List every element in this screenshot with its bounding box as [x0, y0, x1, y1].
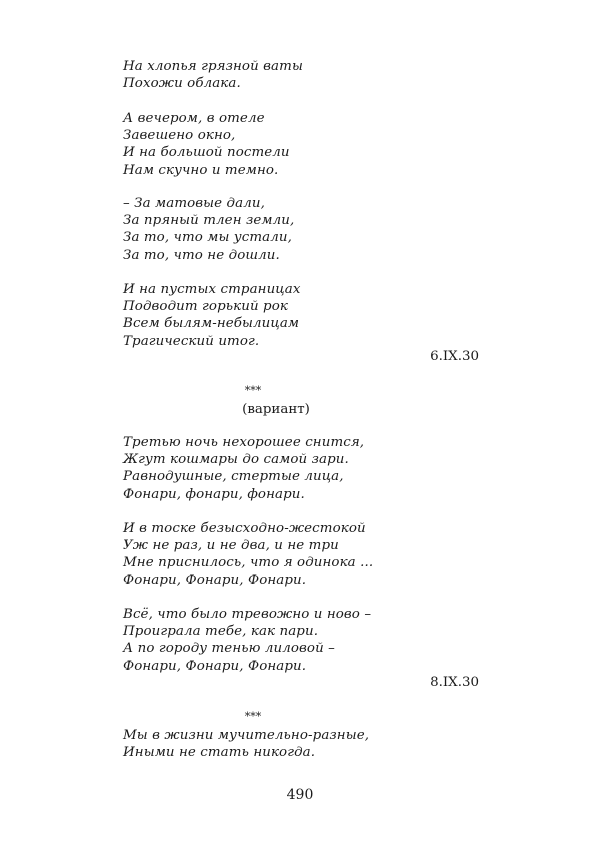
verse-line: – За матовые дали, [123, 196, 265, 211]
poem1-stanza-3 [123, 195, 483, 264]
verse-line: Всё, что было тревожно и ново – [123, 607, 372, 622]
verse-line: И на пустых страницах [123, 282, 301, 297]
verse-line: Мы в жизни мучительно-разные, [123, 728, 370, 743]
verse-line: Уж не раз, и не два, и не три [123, 538, 339, 554]
verse-line: А вечером, в отеле [123, 111, 265, 126]
verse-line: За то, что не дошли. [123, 247, 280, 263]
verse-line: А по городу тенью лиловой – [123, 641, 335, 657]
poem2-stanza-3 [123, 606, 483, 675]
verse-line: Проиграла тебе, как пари. [123, 624, 319, 640]
poem2-subtitle: (вариант) [242, 402, 310, 417]
verse-line: Похожи облака. [123, 76, 241, 92]
verse-line: И на большой постели [123, 145, 290, 161]
poem1-date: 6.IX.30 [430, 349, 479, 364]
verse-line: Третью ночь нехорошее снится, [123, 435, 365, 450]
poem2-stanza-2 [123, 520, 483, 589]
poem2-stanza-1 [123, 434, 483, 503]
verse-line: Фонари, фонари, фонари. [123, 486, 305, 502]
verse-line: Нам скучно и темно. [123, 162, 279, 178]
verse-line: Равнодушные, стертые лица, [123, 469, 344, 485]
section-separator: *** [244, 710, 262, 723]
verse-line: И в тоске безысходно-жестокой [123, 521, 366, 536]
poem3-stanza-1 [123, 727, 483, 761]
page-number: 490 [286, 787, 314, 803]
poem1-stanza-2 [123, 110, 483, 179]
section-separator: *** [244, 384, 262, 397]
verse-line: Всем былям-небылицам [123, 316, 300, 332]
verse-line: За пряный тлен земли, [123, 213, 295, 229]
verse-line: Мне приснилось, что я одинока ... [123, 555, 374, 571]
verse-line: Фонари, Фонари, Фонари. [123, 572, 307, 588]
verse-line: На хлопья грязной ваты [123, 59, 303, 74]
verse-line: Завешено окно, [123, 128, 236, 144]
poem2-date: 8.IX.30 [430, 675, 479, 690]
verse-line: Подводит горький рок [123, 299, 288, 315]
verse-line: Иными не стать никогда. [123, 745, 316, 761]
verse-line: Трагический итог. [123, 333, 260, 349]
poem1-stanza-4 [123, 281, 483, 350]
poem1-stanza-1 [123, 58, 483, 92]
verse-line: За то, что мы устали, [123, 230, 292, 246]
verse-line: Фонари, Фонари, Фонари. [123, 658, 307, 674]
verse-line: Жгут кошмары до самой зари. [123, 452, 349, 468]
